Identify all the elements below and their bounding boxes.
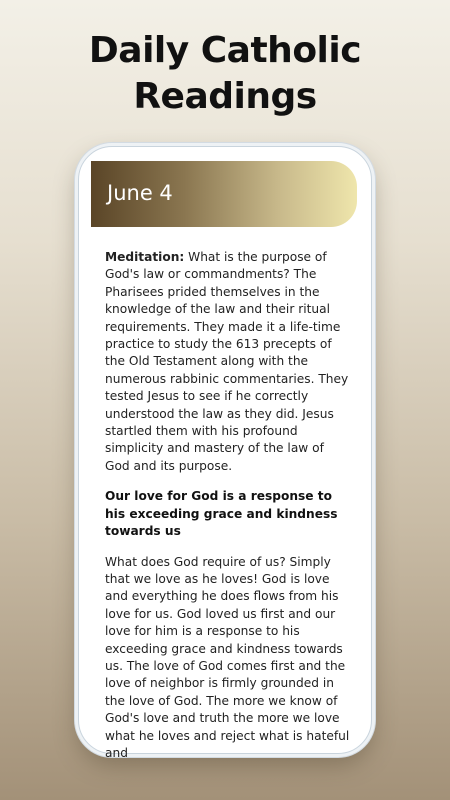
meditation-text: What is the purpose of God's law or commandments? The Pharisees prided themselves in the knowledge of the law and their ritual requirements. They made it a life-time practice to study the 613 precepts of the Old Testament along with the numerous rabbinic commentaries. They tested Jesus to see if he correctly understood the law as they did. Jesus startled them with his profound simplicity and mastery of the law of God and its purpose. [105, 250, 349, 473]
section-paragraph: What does God require of us? Simply that we love as he loves! God is love and everything he does flows from his love for us. God loved us first and our love for him is a response to his exceeding grace and kindness towards us. The love of God comes first and the love of neighbor is firmly grounded in the love of God. The more we know of God's love and truth the more we love what he loves and reject what is hateful and [105, 554, 350, 760]
promo-headline-line-2: Readings [133, 76, 317, 117]
reading-content[interactable] [105, 249, 351, 762]
date-banner [91, 161, 357, 227]
phone-screen [89, 159, 361, 760]
section-heading: Our love for God is a response to his exceeding grace and kindness towards us [105, 489, 338, 539]
phone-frame [78, 146, 372, 760]
meditation-paragraph [105, 249, 351, 475]
promo-headline-line-1: Daily Catholic [88, 30, 362, 71]
meditation-label: Meditation: [105, 250, 185, 264]
promo-headline [0, 28, 450, 120]
reading-date: June 4 [107, 181, 173, 205]
